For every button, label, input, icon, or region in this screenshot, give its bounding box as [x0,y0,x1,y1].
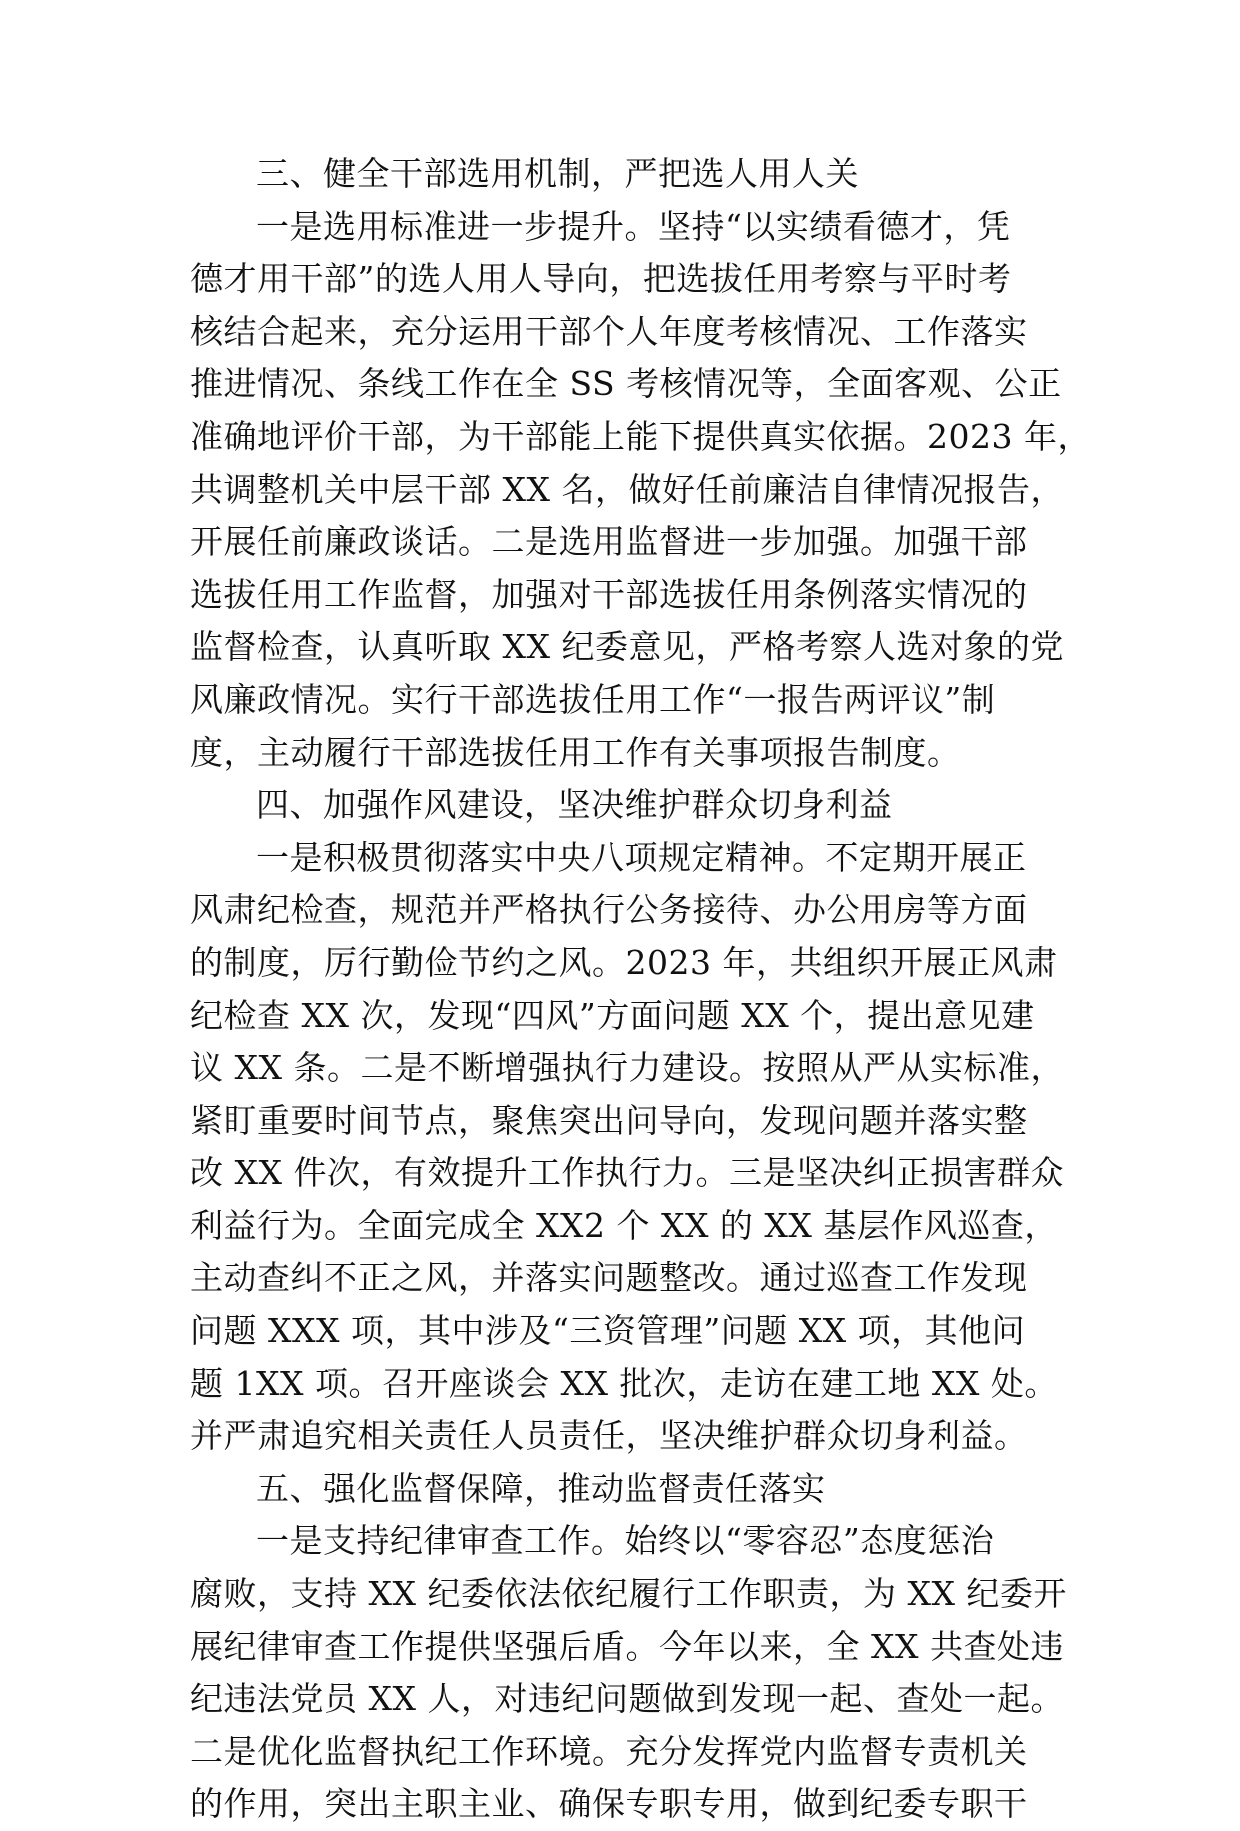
paragraph-line: 德才用干部”的选人用人导向，把选拔任用考察与平时考 [190,259,1012,299]
paragraph-line: 推进情况、条线工作在全 SS 考核情况等，全面客观、公正 [190,364,1062,404]
paragraph-line: 并严肃追究相关责任人员责任，坚决维护群众切身利益。 [190,1416,1028,1456]
paragraph-line: 选拔任用工作监督，加强对干部选拔任用条例落实情况的 [190,574,1028,614]
paragraph-line: 的制度，厉行勤俭节约之风。2023 年，共组织开展正风肃 [190,942,1058,982]
paragraph-line: 主动查纠不正之风，并落实问题整改。通过巡查工作发现 [190,1258,1028,1298]
paragraph-line: 问题 XXX 项，其中涉及“三资管理”问题 XX 项，其他问 [190,1311,1026,1351]
paragraph-line: 一是支持纪律审查工作。始终以“零容忍”态度惩治 [256,1521,995,1561]
paragraph-line: 二是优化监督执纪工作环境。充分发挥党内监督专责机关 [190,1731,1028,1771]
paragraph-line: 风肃纪检查，规范并严格执行公务接待、办公用房等方面 [190,890,1028,930]
paragraph-line: 题 1XX 项。召开座谈会 XX 批次，走访在建工地 XX 处。 [190,1363,1058,1403]
paragraph-line: 的作用，突出主职主业、确保专职专用，做到纪委专职干 [190,1784,1028,1824]
paragraph-line: 风廉政情况。实行干部选拔任用工作“一报告两评议”制 [190,679,996,719]
paragraph-line: 度，主动履行干部选拔任用工作有关事项报告制度。 [190,732,961,772]
paragraph-line: 纪检查 XX 次，发现“四风”方面问题 XX 个，提出意见建 [190,995,1035,1035]
section-heading: 三、健全干部选用机制，严把选人用人关 [256,154,859,193]
section-heading: 五、强化监督保障，推动监督责任落实 [256,1468,826,1508]
document-body [190,148,1090,1831]
paragraph-line: 监督检查，认真听取 XX 纪委意见，严格考察人选对象的党 [190,627,1064,667]
paragraph-line: 一是选用标准进一步提升。坚持“以实绩看德才，凭 [256,206,1011,246]
paragraph-line: 议 XX 条。二是不断增强执行力建设。按照从严从实标准， [190,1048,1064,1088]
paragraph-line: 共调整机关中层干部 XX 名，做好任前廉洁自律情况报告， [190,469,1064,509]
paragraph-line: 紧盯重要时间节点，聚焦突出问导向，发现问题并落实整 [190,1100,1028,1140]
paragraph-line: 展纪律审查工作提供坚强后盾。今年以来，全 XX 共查处违 [190,1626,1064,1666]
paragraph-line: 腐败，支持 XX 纪委依法依纪履行工作职责，为 XX 纪委开 [190,1574,1067,1614]
paragraph-line: 改 XX 件次，有效提升工作执行力。三是坚决纠正损害群众 [190,1153,1064,1193]
paragraph-line: 纪违法党员 XX 人，对违纪问题做到发现一起、查处一起。 [190,1679,1064,1719]
paragraph-line: 准确地评价干部，为干部能上能下提供真实依据。2023 年， [190,416,1091,456]
paragraph-line: 一是积极贯彻落实中央八项规定精神。不定期开展正 [256,837,1027,877]
section-heading: 四、加强作风建设，坚决维护群众切身利益 [256,785,893,825]
paragraph-line: 开展任前廉政谈话。二是选用监督进一步加强。加强干部 [190,522,1028,562]
paragraph-line: 利益行为。全面完成全 XX2 个 XX 的 XX 基层作风巡查， [190,1205,1058,1245]
paragraph-line: 核结合起来，充分运用干部个人年度考核情况、工作落实 [190,311,1028,351]
